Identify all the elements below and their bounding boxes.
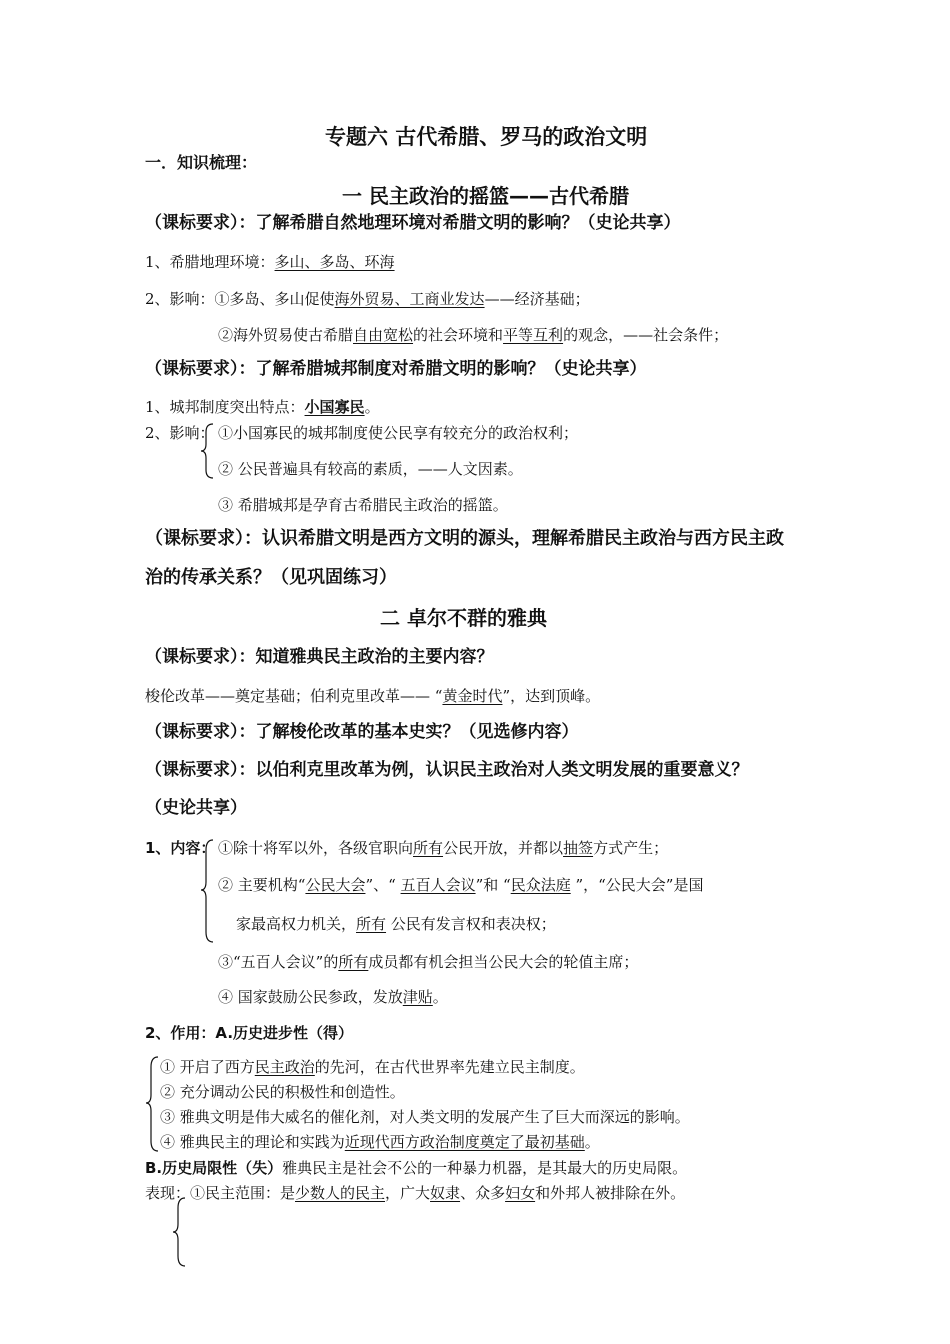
impact2-text: ②海外贸易使古希腊 (218, 326, 354, 344)
section1-requirement-3-line1: （课标要求）：认识希腊文明是西方文明的源头，理解希腊民主政治与西方民主政 (145, 528, 784, 549)
limitation-line (145, 1158, 687, 1178)
impact2-underline-2: 平等互利 (503, 326, 564, 344)
p4-tail: 。 (584, 1133, 600, 1151)
brace-icon (200, 838, 216, 944)
progress-item-3: ③ 雅典文明是伟大威名的催化剂，对人类文明的发展产生了巨大而深远的影响。 (160, 1108, 690, 1126)
section1-requirement-1: （课标要求）：了解希腊自然地理环境对希腊文明的影响？（史论共享） (145, 213, 681, 233)
c2-assembly: 公民大会 (305, 876, 366, 894)
section2-requirement-3-tail: （史论共享） (145, 798, 247, 818)
city-impact-label: 2、影响： (145, 424, 215, 442)
geo-value: 多山、多岛、环海 (274, 253, 395, 271)
city-impact-3: ③ 希腊城邦是孕育古希腊民主政治的摇篮。 (218, 496, 508, 514)
impact-underlined: 海外贸易、工商业发达 (334, 290, 485, 308)
show-slaves: 奴隶 (430, 1184, 461, 1202)
reform-text: 梭伦改革——奠定基础；伯利克里改革—— “ (145, 687, 443, 705)
p1-tail: 的先河，在古代世界率先建立民主制度。 (314, 1058, 585, 1076)
impact-line-2 (218, 325, 728, 345)
c2-text-b: ”、“ (365, 876, 401, 894)
impact-line-1 (145, 289, 590, 309)
c2-text: ② 主要机构“ (218, 876, 306, 894)
c2-council: 五百人会议 (400, 876, 476, 894)
c2-line2-tail: 公民有发言权和表决权； (386, 915, 556, 933)
geo-line (145, 252, 395, 272)
reform-tail: ”，达到顶峰。 (502, 687, 601, 705)
c1-text: ①除十将军以外，各级官职向 (218, 839, 414, 857)
progress-item-4 (160, 1132, 600, 1152)
progress-item-1 (160, 1057, 585, 1077)
impact2-text-b: 的社会环境和 (413, 326, 504, 344)
city-label: 1、城邦制度突出特点： (145, 398, 305, 416)
section1-heading: 一 民主政治的摇篮——古代希腊 (342, 184, 629, 208)
show-text-b: ，广大 (385, 1184, 431, 1202)
show-minority: 少数人的民主 (295, 1184, 386, 1202)
c4-tail: 。 (432, 988, 448, 1006)
p1-democracy: 民主政治 (254, 1058, 315, 1076)
c3-tail: 成员都有机会担当公民大会的轮值主席； (368, 953, 639, 971)
p1-text: ① 开启了西方 (160, 1058, 255, 1076)
brace-icon (145, 1055, 161, 1153)
reform-line (145, 686, 600, 706)
c1-text-c: 方式产生； (593, 839, 669, 857)
brace-icon (172, 1196, 188, 1268)
brace-icon (200, 422, 216, 480)
show-tail: 和外邦人被排除在外。 (535, 1184, 686, 1202)
city-dot: 。 (364, 398, 380, 416)
impact2-underline-1: 自由宽松 (353, 326, 414, 344)
content-item-1 (218, 838, 668, 858)
c3-text: ③“五百人会议”的 (218, 953, 339, 971)
section2-requirement-1: （课标要求）：知道雅典民主政治的主要内容？ (145, 647, 494, 667)
city-impact-2: ② 公民普遍具有较高的素质，——人文因素。 (218, 460, 523, 478)
impact-label: 2、影响：①多岛、多山促使 (145, 290, 335, 308)
show-text: 表现：①民主范围：是 (145, 1184, 296, 1202)
part-one-heading: 一．知识梳理： (145, 153, 258, 172)
c1-lottery: 抽签 (563, 839, 594, 857)
geo-label: 1、希腊地理环境： (145, 253, 275, 271)
c1-text-b: 公民开放，并都以 (443, 839, 564, 857)
content-item-4 (218, 987, 448, 1007)
c2-court: 民众法庭 (510, 876, 571, 894)
role-label: 2、作用：A.历史进步性（得） (145, 1024, 354, 1042)
c2-text-d: ”，“公民大会”是国 (570, 876, 704, 894)
city-line (145, 397, 380, 417)
section2-requirement-3: （课标要求）：以伯利克里改革为例，认识民主政治对人类文明发展的重要意义？ (145, 760, 749, 780)
impact2-text-c: 的观念，——社会条件； (563, 326, 729, 344)
section2-heading: 二 卓尔不群的雅典 (380, 606, 547, 630)
c2-line2-text: 家最高权力机关， (236, 915, 357, 933)
section1-requirement-3-line2: 治的传承关系？（见巩固练习） (145, 567, 397, 588)
c3-all: 所有 (338, 953, 369, 971)
c2-text-c: ”和 “ (475, 876, 511, 894)
content-item-3 (218, 952, 638, 972)
city-impact-1: ①小国寡民的城邦制度使公民享有较充分的政治权利； (218, 424, 579, 442)
page-title: 专题六 古代希腊、罗马的政治文明 (325, 125, 648, 149)
golden-age: 黄金时代 (442, 687, 503, 705)
content-item-2 (218, 875, 703, 895)
manifestation-line (145, 1183, 685, 1203)
show-women: 妇女 (505, 1184, 536, 1202)
city-value: 小国寡民 (304, 398, 365, 416)
p4-text: ④ 雅典民主的理论和实践为 (160, 1133, 345, 1151)
progress-item-2: ② 充分调动公民的积极性和创造性。 (160, 1083, 405, 1101)
c4-allowance: 津贴 (402, 988, 433, 1006)
p4-foundation: 近现代西方政治制度奠定了最初基础 (344, 1133, 585, 1151)
c2-line2-all: 所有 (356, 915, 387, 933)
limitation-label: B.历史局限性（失） (145, 1159, 283, 1177)
c4-text: ④ 国家鼓励公民参政，发放 (218, 988, 403, 1006)
impact-tail: ——经济基础； (484, 290, 590, 308)
c1-all: 所有 (413, 839, 444, 857)
section1-requirement-2: （课标要求）：了解希腊城邦制度对希腊文明的影响？（史论共享） (145, 359, 647, 379)
content-item-2-line2 (236, 914, 556, 934)
show-text-c: 、众多 (460, 1184, 506, 1202)
section2-requirement-2: （课标要求）：了解梭伦改革的基本史实？（见选修内容） (145, 722, 579, 742)
limitation-text: 雅典民主是社会不公的一种暴力机器，是其最大的历史局限。 (282, 1159, 688, 1177)
content-label: 1、内容： (145, 839, 216, 857)
